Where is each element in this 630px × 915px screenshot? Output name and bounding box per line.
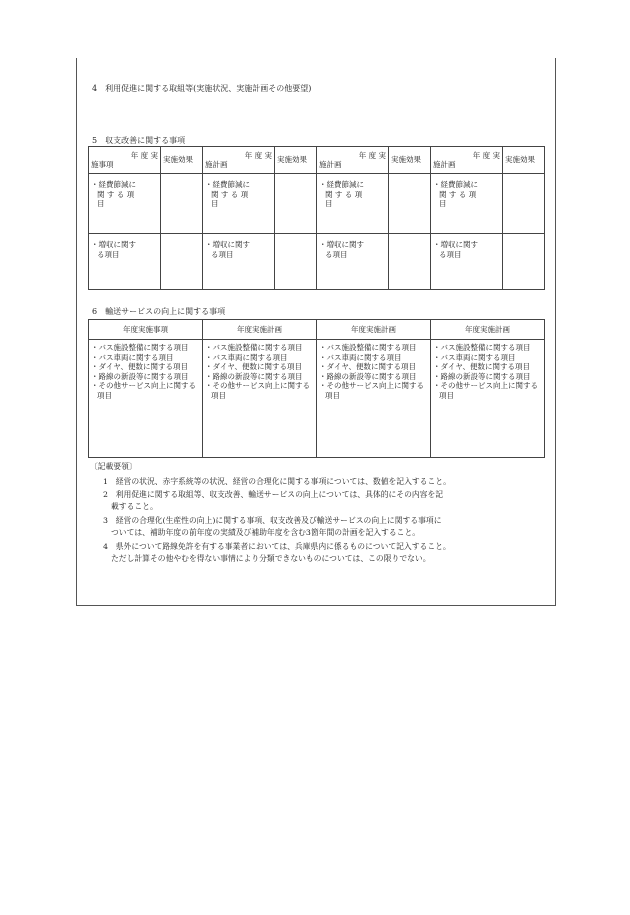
plan-header: 年度実施計画 [431, 320, 545, 340]
cost-reduction-cell: ・経費節減に 関 す る 項 目 [431, 174, 503, 234]
income-improvement-table [88, 146, 545, 290]
plan-header: 年度実施計画 [203, 320, 317, 340]
service-improvement-table [88, 319, 545, 458]
notes-heading: 〔記載要領〕 [90, 462, 137, 471]
revenue-increase-cell: ・増収に関す る項目 [317, 234, 389, 290]
service-items-cell: ・バス施設整備に関する項目 ・バス車両に関する項目 ・ダイヤ、便数に関する項目 ・路線の新設等に関する項目 ・その他サービス向上に関する項目 [431, 340, 545, 458]
cost-reduction-cell: ・経費節減に 関 す る 項 目 [317, 174, 389, 234]
effect-cell [275, 234, 317, 290]
effect-header: 実施効果 [503, 147, 545, 174]
note-line: ついては、補助年度の前年度の実績及び補助年度を含む3箇年間の計画を記入すること。 [111, 528, 421, 537]
section-5-title: 5 収支改善に関する事項 [92, 136, 186, 145]
service-items-cell: ・バス施設整備に関する項目 ・バス車両に関する項目 ・ダイヤ、便数に関する項目 ・路線の新設等に関する項目 ・その他サービス向上に関する項目 [317, 340, 431, 458]
revenue-increase-cell: ・増収に関す る項目 [431, 234, 503, 290]
header-cell: 年 度 実 施計画 [317, 147, 389, 174]
note-line: 載すること。 [111, 502, 158, 511]
service-items-cell: ・バス施設整備に関する項目 ・バス車両に関する項目 ・ダイヤ、便数に関する項目 ・路線の新設等に関する項目 ・その他サービス向上に関する項目 [203, 340, 317, 458]
effect-cell [161, 174, 203, 234]
header-cell: 年 度 実 施計画 [431, 147, 503, 174]
revenue-increase-cell: ・増収に関す る項目 [89, 234, 161, 290]
effect-cell [503, 234, 545, 290]
note-line: 1 経営の状況、赤字系統等の状況、経営の合理化に関する事項については、数値を記入すること。 [103, 477, 451, 486]
effect-cell [161, 234, 203, 290]
cost-reduction-cell: ・経費節減に 関 す る 項 目 [89, 174, 161, 234]
plan-header: 年度実施事項 [89, 320, 203, 340]
note-line: 2 利用促進に関する取組等、収支改善、輸送サービスの向上については、具体的にその内容を記 [103, 490, 444, 499]
cost-reduction-cell: ・経費節減に 関 す る 項 目 [203, 174, 275, 234]
note-line: 4 県外について路線免許を有する事業者においては、兵庫県内に係るものについて記入すること。 [103, 542, 451, 551]
section-4-title: 4 利用促進に関する取組等(実施状況、実施計画その他要望) [92, 84, 312, 93]
effect-cell [389, 234, 431, 290]
effect-cell [275, 174, 317, 234]
effect-header: 実施効果 [275, 147, 317, 174]
header-cell: 年 度 実 施計画 [203, 147, 275, 174]
note-line: ただし計算その他やむを得ない事情により分類できないものについては、この限りでない。 [111, 554, 431, 563]
note-line: 3 経営の合理化(生産性の向上)に関する事項、収支改善及び輸送サービスの向上に関する事項に [103, 516, 442, 525]
header-cell: 年 度 実 施事項 [89, 147, 161, 174]
plan-header: 年度実施計画 [317, 320, 431, 340]
section-6-title: 6 輸送サービスの向上に関する事項 [92, 307, 226, 316]
effect-header: 実施効果 [389, 147, 431, 174]
effect-cell [503, 174, 545, 234]
revenue-increase-cell: ・増収に関す る項目 [203, 234, 275, 290]
effect-cell [389, 174, 431, 234]
service-items-cell: ・バス施設整備に関する項目 ・バス車両に関する項目 ・ダイヤ、便数に関する項目 ・路線の新設等に関する項目 ・その他サービス向上に関する項目 [89, 340, 203, 458]
effect-header: 実施効果 [161, 147, 203, 174]
